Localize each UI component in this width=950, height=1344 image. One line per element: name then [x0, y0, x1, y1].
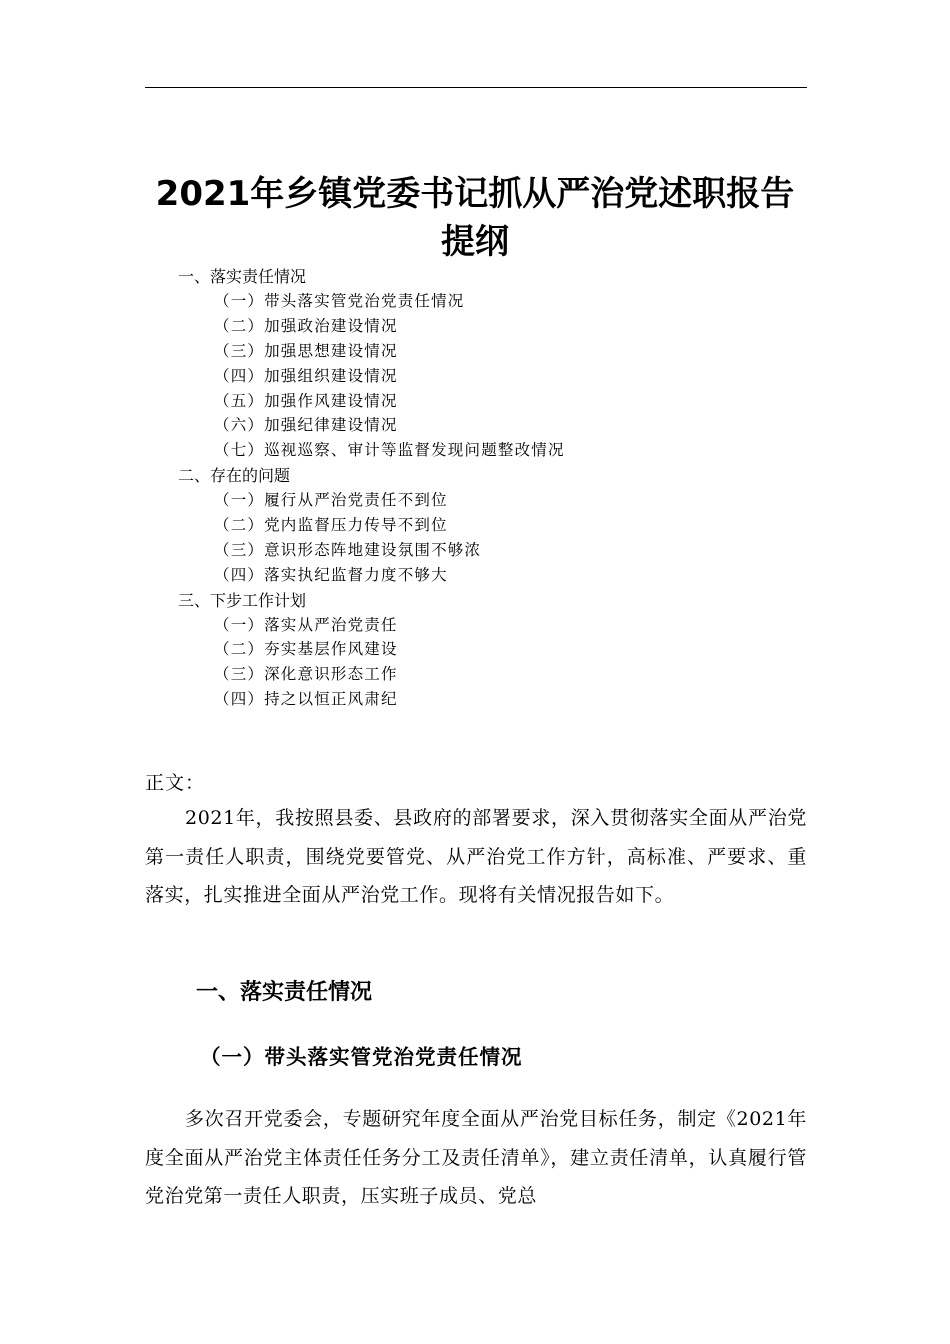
body-paragraph: 多次召开党委会，专题研究年度全面从严治党目标任务，制定《2021年度全面从严治党主体责任任务分工及责任清单》，建立责任清单，认真履行管党治党第一责任人职责，压实班子成员、党总 [145, 1108, 807, 1207]
outline-item: （二）夯实基层作风建设 [214, 640, 398, 658]
intro-paragraph: 2021年，我按照县委、县政府的部署要求，深入贯彻落实全面从严治党第一责任人职责，围绕党要管党、从严治党工作方针，高标准、严要求、重落实，扎实推进全面从严治党工作。现将有关情况报告如下。 [145, 807, 807, 906]
outline-heading: 二、存在的问题 [178, 466, 291, 485]
outline-item: （三）深化意识形态工作 [214, 665, 398, 683]
header-rule [145, 87, 807, 88]
outline-item: （四）落实执纪监督力度不够大 [214, 566, 448, 584]
outline-item: （三）加强思想建设情况 [214, 342, 398, 360]
outline-item: （一）履行从严治党责任不到位 [214, 491, 448, 509]
outline-item: （七）巡视巡察、审计等监督发现问题整改情况 [214, 441, 565, 459]
document-title-continued: 提纲 [441, 222, 509, 262]
outline-item: （二）党内监督压力传导不到位 [214, 516, 448, 534]
outline-heading: 一、落实责任情况 [178, 267, 307, 286]
document-title: 2021年乡镇党委书记抓从严治党述职报告 [155, 174, 795, 214]
subsection-heading: （一）带头落实管党治党责任情况 [200, 1045, 523, 1069]
outline-item: （五）加强作风建设情况 [214, 392, 398, 410]
outline-item: （一）落实从严治党责任 [214, 616, 398, 634]
section-heading: 一、落实责任情况 [196, 980, 373, 1005]
outline-heading: 三、下步工作计划 [178, 591, 307, 610]
outline-item: （二）加强政治建设情况 [214, 317, 398, 335]
body-label: 正文： [145, 772, 206, 794]
outline-item: （四）持之以恒正风肃纪 [214, 690, 398, 708]
outline-item: （四）加强组织建设情况 [214, 367, 398, 385]
outline-item: （一）带头落实管党治党责任情况 [214, 292, 465, 310]
outline-item: （三）意识形态阵地建设氛围不够浓 [214, 541, 482, 559]
outline-item: （六）加强纪律建设情况 [214, 416, 398, 434]
